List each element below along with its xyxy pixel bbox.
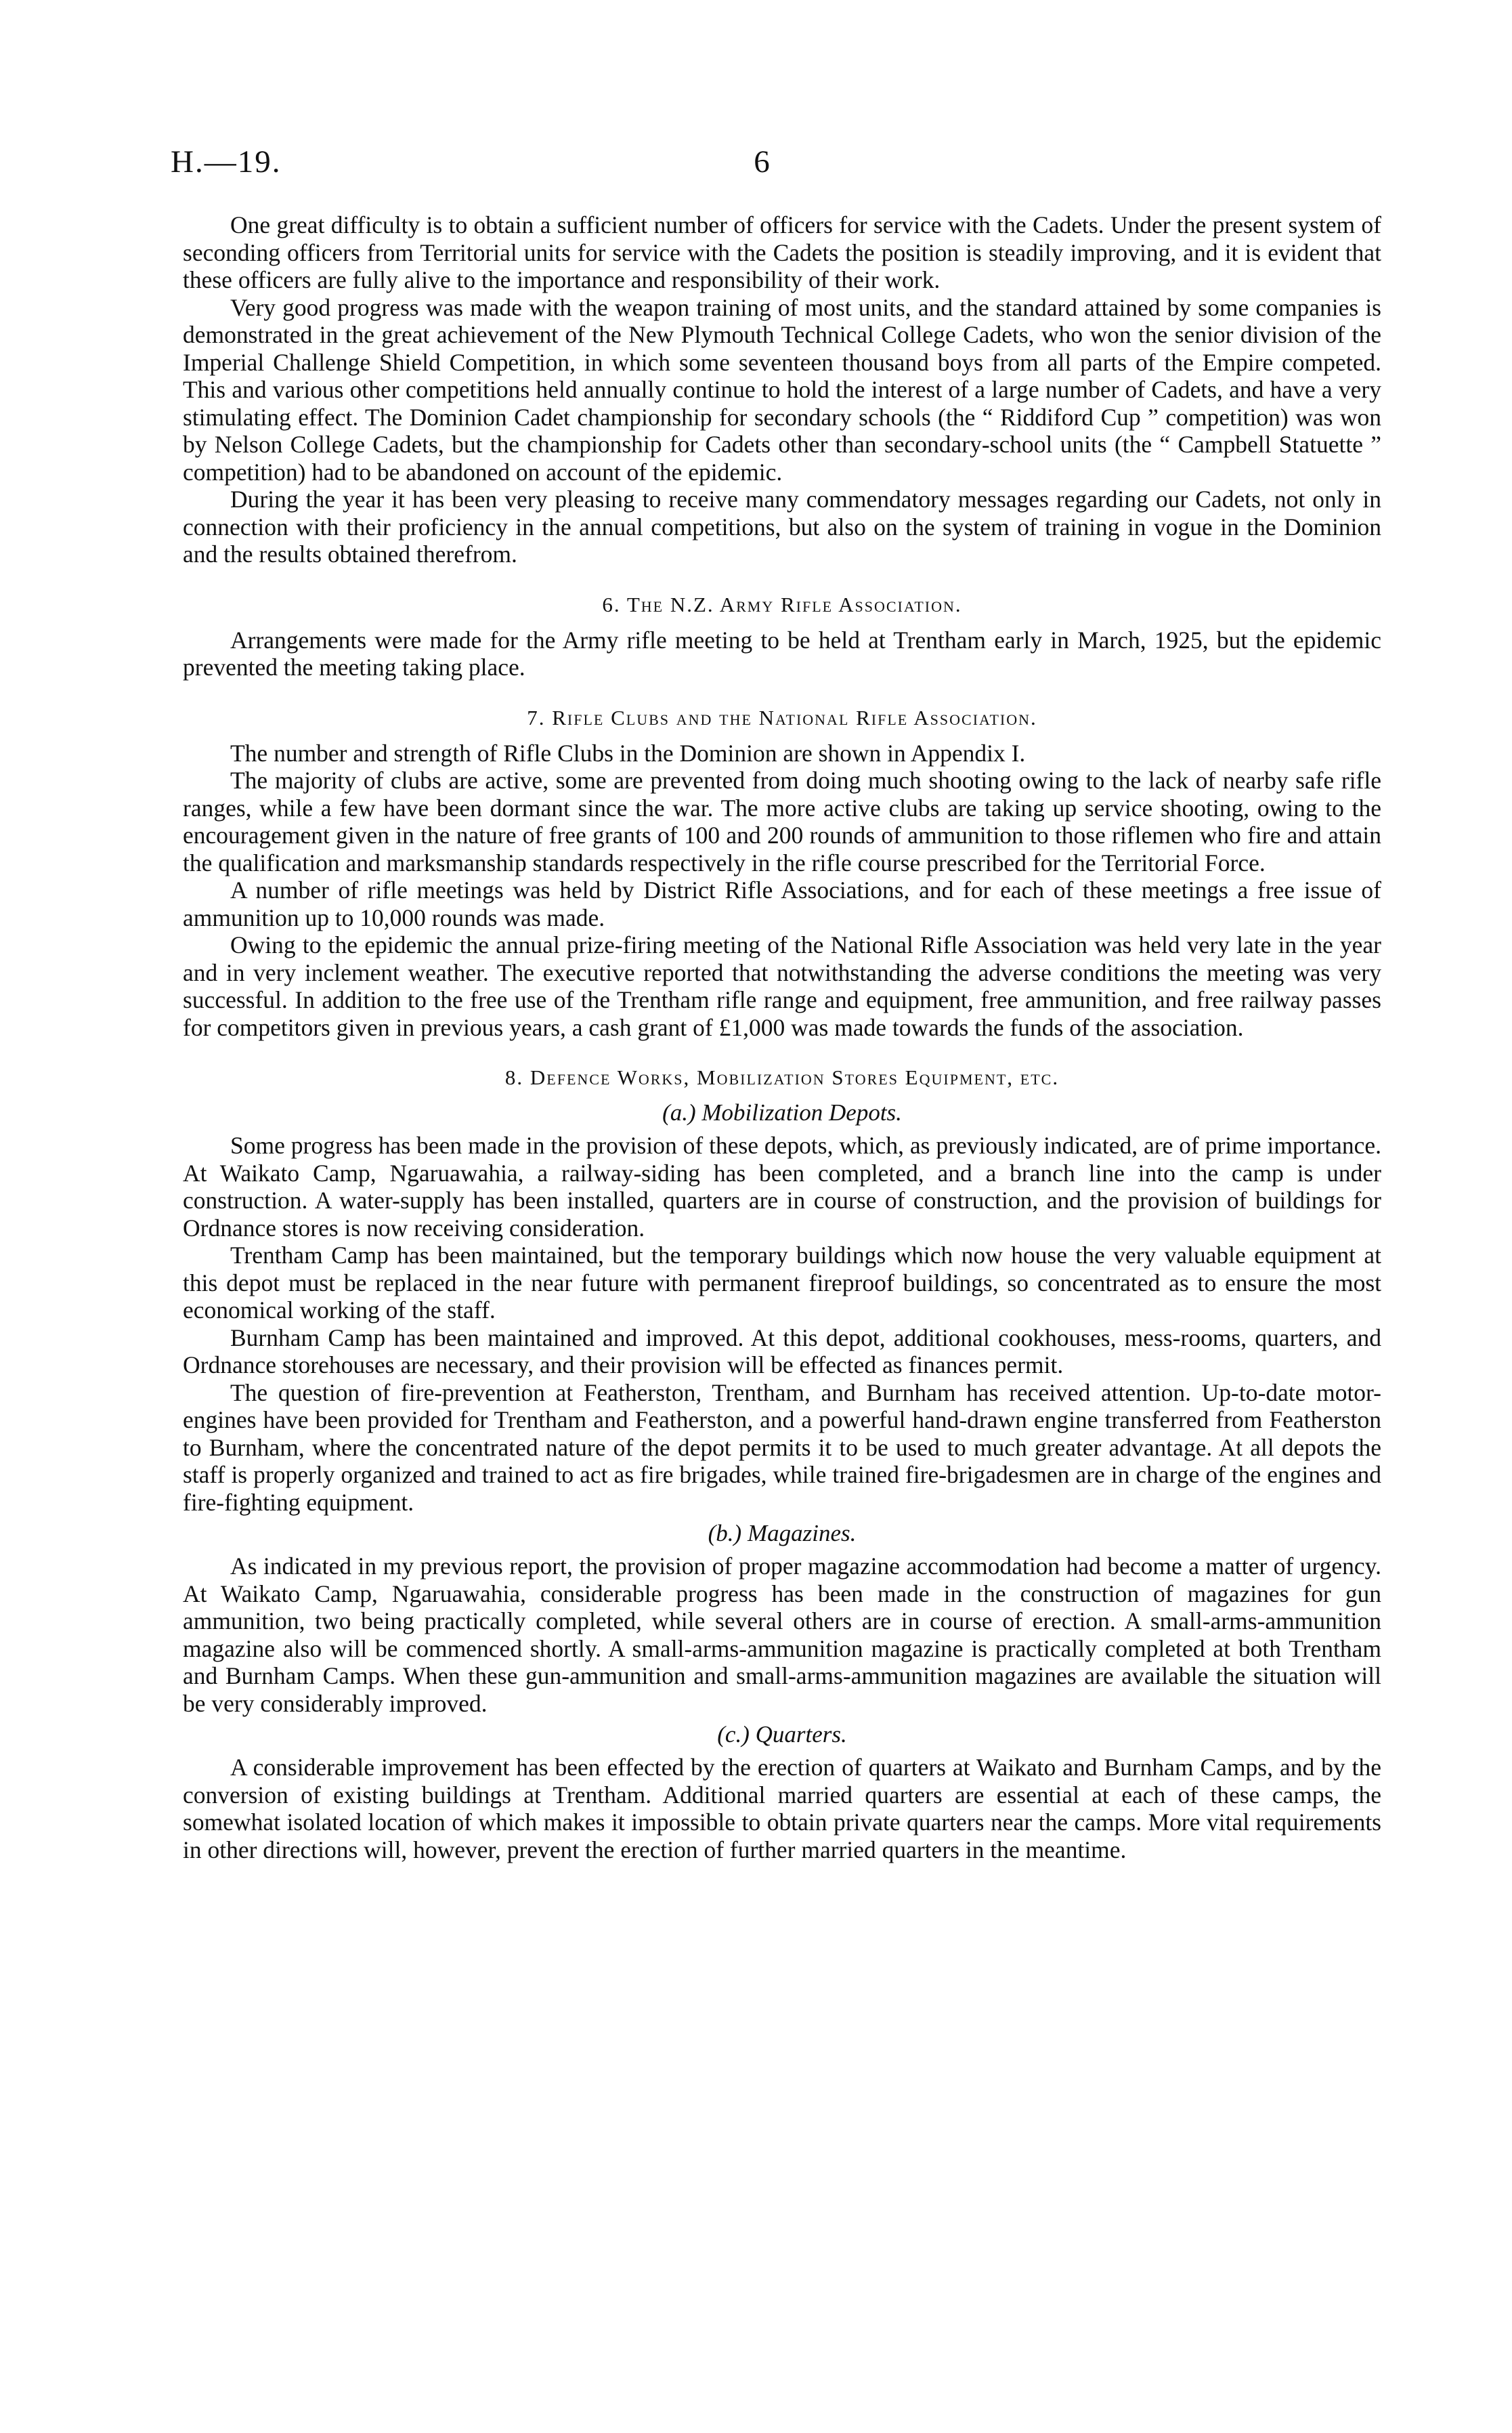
section-7-paragraph: The majority of clubs are active, some are prevented from doing much shooting owing to the lack of nearby safe rifle ranges, while a few have been dormant since the war. The more active clubs are taking up service shooting, owing to the encouragement given in the nature of free grants of 100 and 200 rounds of ammunition to those riflemen who fire and attain the qualification and marksmanship standards respectively in the rifle course prescribed for the Territorial Force. [183,767,1381,876]
subsection-c-heading: (c.) Quarters. [717,1721,847,1748]
page-number: 6 [754,144,770,179]
intro-paragraph: Very good progress was made with the weapon training of most units, and the standard attained by some companies is demonstrated in the great achievement of the New Plymouth Technical College Cadets, who won the senior division of the Imperial Challenge Shield Competition, in which some seventeen thousand boys from all parts of the Empire competed. This and various other competitions held annually continue to hold the interest of a large number of Cadets, and have a very stimulating effect. The Dominion Cadet championship for secondary schools (the “ Riddiford Cup ” competition) was won by Nelson College Cadets, but the championship for Cadets other than secondary-school units (the “ Campbell Statuette ” competition) had to be abandoned on account of the epidemic. [183,293,1381,486]
subsection-a-paragraph: The question of fire-prevention at Featherston, Trentham, and Burnham has received attention. Up-to-date motor-engines have been provided for Trentham and Featherston, and a powerful hand-drawn engine transferred from Featherston to Burnham, where the concentrated nature of the depot permits it to be used to much greater advantage. At all depots the staff is properly organized and trained to act as fire brigades, while trained fire-brigadesmen are in charge of the engines and fire-fighting equipment. [183,1378,1381,1516]
subsection-a-paragraph: Burnham Camp has been maintained and improved. At this depot, additional cookhouses, mess-rooms, quarters, and Ordnance storehouses are necessary, and their provision will be effected as finances permit. [183,1324,1381,1378]
section-7-heading: 7. Rifle Clubs and the National Rifle Association. [527,705,1037,729]
subsection-c-paragraph: A considerable improvement has been effected by the erection of quarters at Waikato and Burnham Camps, and by the conversion of existing buildings at Trentham. Additional married quarters are essential at each of these camps, the somewhat isolated location of which makes it impossible to obtain private quarters near the camps. More vital requirements in other directions will, however, prevent the erection of further married quarters in the meantime. [183,1754,1381,1863]
intro-paragraph: During the year it has been very pleasing to receive many commendatory messages regarding our Cadets, not only in connection with their proficiency in the annual competitions, but also on the system of training in vogue in the Dominion and the results obtained therefrom. [183,486,1381,568]
subsection-a-heading: (a.) Mobilization Depots. [662,1099,902,1126]
section-8-heading: 8. Defence Works, Mobilization Stores Equipment, etc. [504,1065,1060,1089]
subsection-b-heading: (b.) Magazines. [708,1520,857,1546]
subsection-a-paragraph: Trentham Camp has been maintained, but the temporary buildings which now house the very valuable equipment at this depot must be replaced in the near future with permanent fireproof buildings, so concentrated as to ensure the most economical working of the staff. [183,1242,1381,1324]
section-7-paragraph: A number of rifle meetings was held by District Rifle Associations, and for each of these meetings a free issue of ammunition up to 10,000 rounds was made. [183,876,1381,931]
subsection-b-paragraph: As indicated in my previous report, the provision of proper magazine accommodation had become a matter of urgency. At Waikato Camp, Ngaruawahia, considerable progress has been made in the construction of magazines for gun ammunition, two being practically completed, while several others are in course of erection. A small-arms-ammunition magazine also will be commenced shortly. A small-arms-ammunition magazine is practically completed at both Trentham and Burnham Camps. When these gun-ammunition and small-arms-ammunition magazines are available the situation will be very considerably improved. [183,1552,1381,1717]
section-7-paragraph: Owing to the epidemic the annual prize-firing meeting of the National Rifle Association was held very late in the year and in very inclement weather. The executive reported that notwithstanding the adverse conditions the meeting was very successful. In addition to the free use of the Trentham rifle range and equipment, free ammunition, and free railway passes for competitors given in previous years, a cash grant of £1,000 was made towards the funds of the association. [183,931,1381,1041]
section-6-heading: 6. The N.Z. Army Rifle Association. [602,592,962,616]
intro-paragraph: One great difficulty is to obtain a sufficient number of officers for service with the Cadets. Under the present system of seconding officers from Territorial units for service with the Cadets the position is steadily improving, and it is evident that these officers are fully alive to the importance and responsibility of their work. [183,211,1381,293]
subsection-a-paragraph: Some progress has been made in the provision of these depots, which, as previously indicated, are of prime importance. At Waikato Camp, Ngaruawahia, a railway-siding has been completed, and a branch line into the camp is under construction. A water-supply has been installed, quarters are in course of construction, and the provision of buildings for Ordnance stores is now receiving consideration. [183,1132,1381,1242]
document-reference: H.—19. [171,144,282,179]
section-6-paragraph: Arrangements were made for the Army rifle meeting to be held at Trentham early in March, 1925, but the epidemic prevented the meeting taking place. [183,626,1381,681]
page-header [0,144,1512,184]
page-body [183,211,1381,1863]
section-7-paragraph: The number and strength of Rifle Clubs in the Dominion are shown in Appendix I. [230,739,1026,767]
